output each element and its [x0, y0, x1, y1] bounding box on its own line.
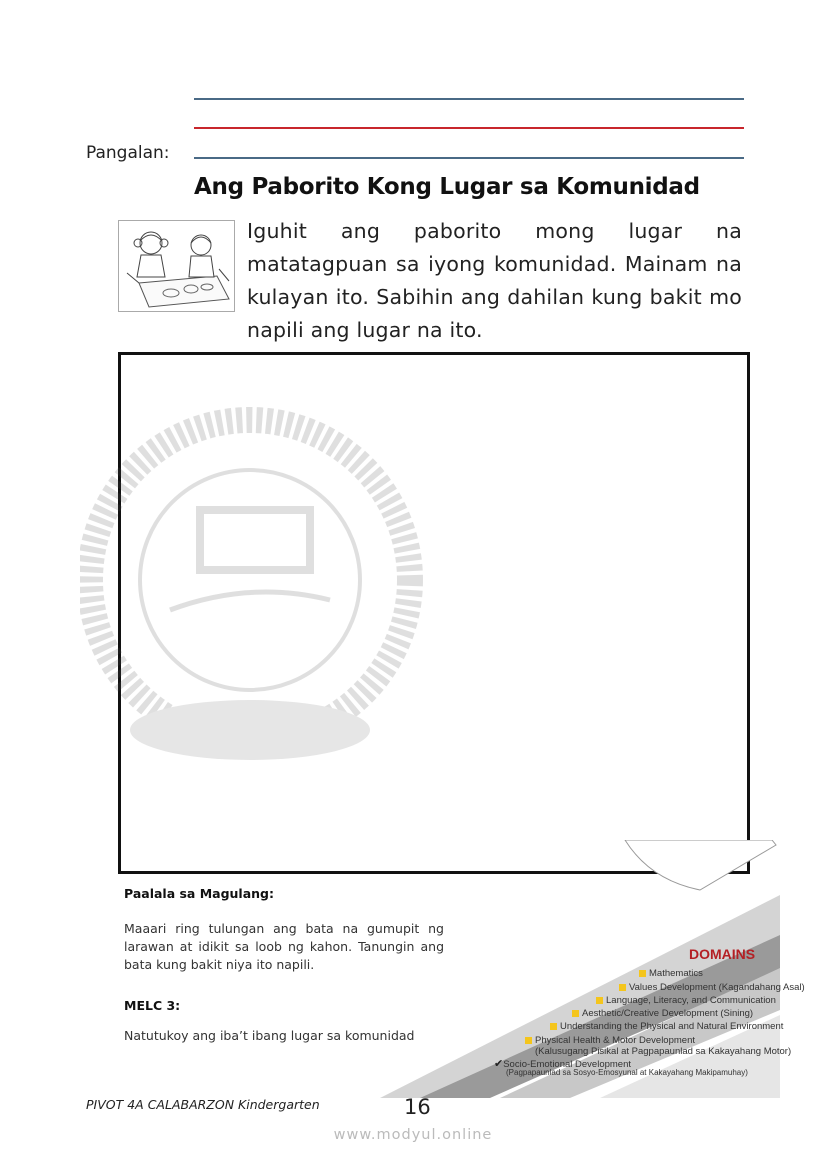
instructions-text: Iguhit ang paborito mong lugar na matatagpuan sa iyong komunidad. Mainam na kulayan ito. Sabihin ang dahilan kung bakit mo napili ang lugar na ito. [247, 219, 742, 342]
domain-item [572, 1008, 753, 1019]
page-number: 16 [404, 1095, 431, 1119]
page-title: Ang Paborito Kong Lugar sa Komunidad [194, 174, 700, 200]
domain-subtitle: (Pagpapaunlad sa Sosyo-Emosyunal at Kakayahang Makipamuhay) [506, 1068, 748, 1077]
footer-series: PIVOT 4A CALABARZON Kindergarten [86, 1097, 320, 1112]
domain-label: Mathematics [649, 968, 703, 979]
domain-label: Understanding the Physical and Natural Environment [560, 1021, 784, 1032]
bullet-square-icon [619, 984, 626, 991]
name-line-bottom[interactable] [194, 157, 744, 159]
bullet-square-icon [550, 1023, 557, 1030]
domain-label: Socio-Emotional Development [503, 1059, 632, 1070]
bullet-square-icon [572, 1010, 579, 1017]
domain-item [525, 1035, 695, 1046]
parent-reminder-text: Maaari ring tulungan ang bata na gumupit ng larawan at idikit sa loob ng kahon. Tanungin ang bata kung bakit niya ito napili. [124, 921, 444, 972]
domain-item [639, 968, 703, 979]
domain-item [550, 1021, 783, 1032]
name-line-middle [194, 127, 744, 129]
domain-label: Physical Health & Motor Development [535, 1035, 695, 1046]
parent-reminder-title: Paalala sa Magulang: [124, 886, 274, 901]
melc-text: Natutukoy ang iba’t ibang lugar sa komunidad [124, 1028, 415, 1043]
domain-label: Language, Literacy, and Communication [606, 995, 776, 1006]
site-watermark: www.modyul.online [333, 1127, 493, 1143]
domain-subtitle: (Kalusugang Pisikal at Pagpapaunlad sa Kakayahang Motor) [535, 1046, 792, 1057]
name-label: Pangalan: [86, 143, 170, 163]
bullet-square-icon [639, 970, 646, 977]
deped-seal-watermark [80, 400, 460, 780]
bullet-square-icon [525, 1037, 532, 1044]
bullet-square-icon [596, 997, 603, 1004]
name-line-top [194, 98, 744, 100]
check-icon: ✔ [494, 1058, 504, 1070]
domain-item [619, 982, 805, 993]
domains-panel [380, 840, 805, 1100]
melc-title: MELC 3: [124, 998, 181, 1013]
children-drawing-image [118, 220, 235, 312]
domain-label: Aesthetic/Creative Development (Sining) [582, 1008, 754, 1019]
domains-title: DOMAINS [689, 946, 756, 962]
domain-label: Values Development (Kagandahang Asal) [629, 982, 805, 993]
domain-item [596, 995, 776, 1006]
